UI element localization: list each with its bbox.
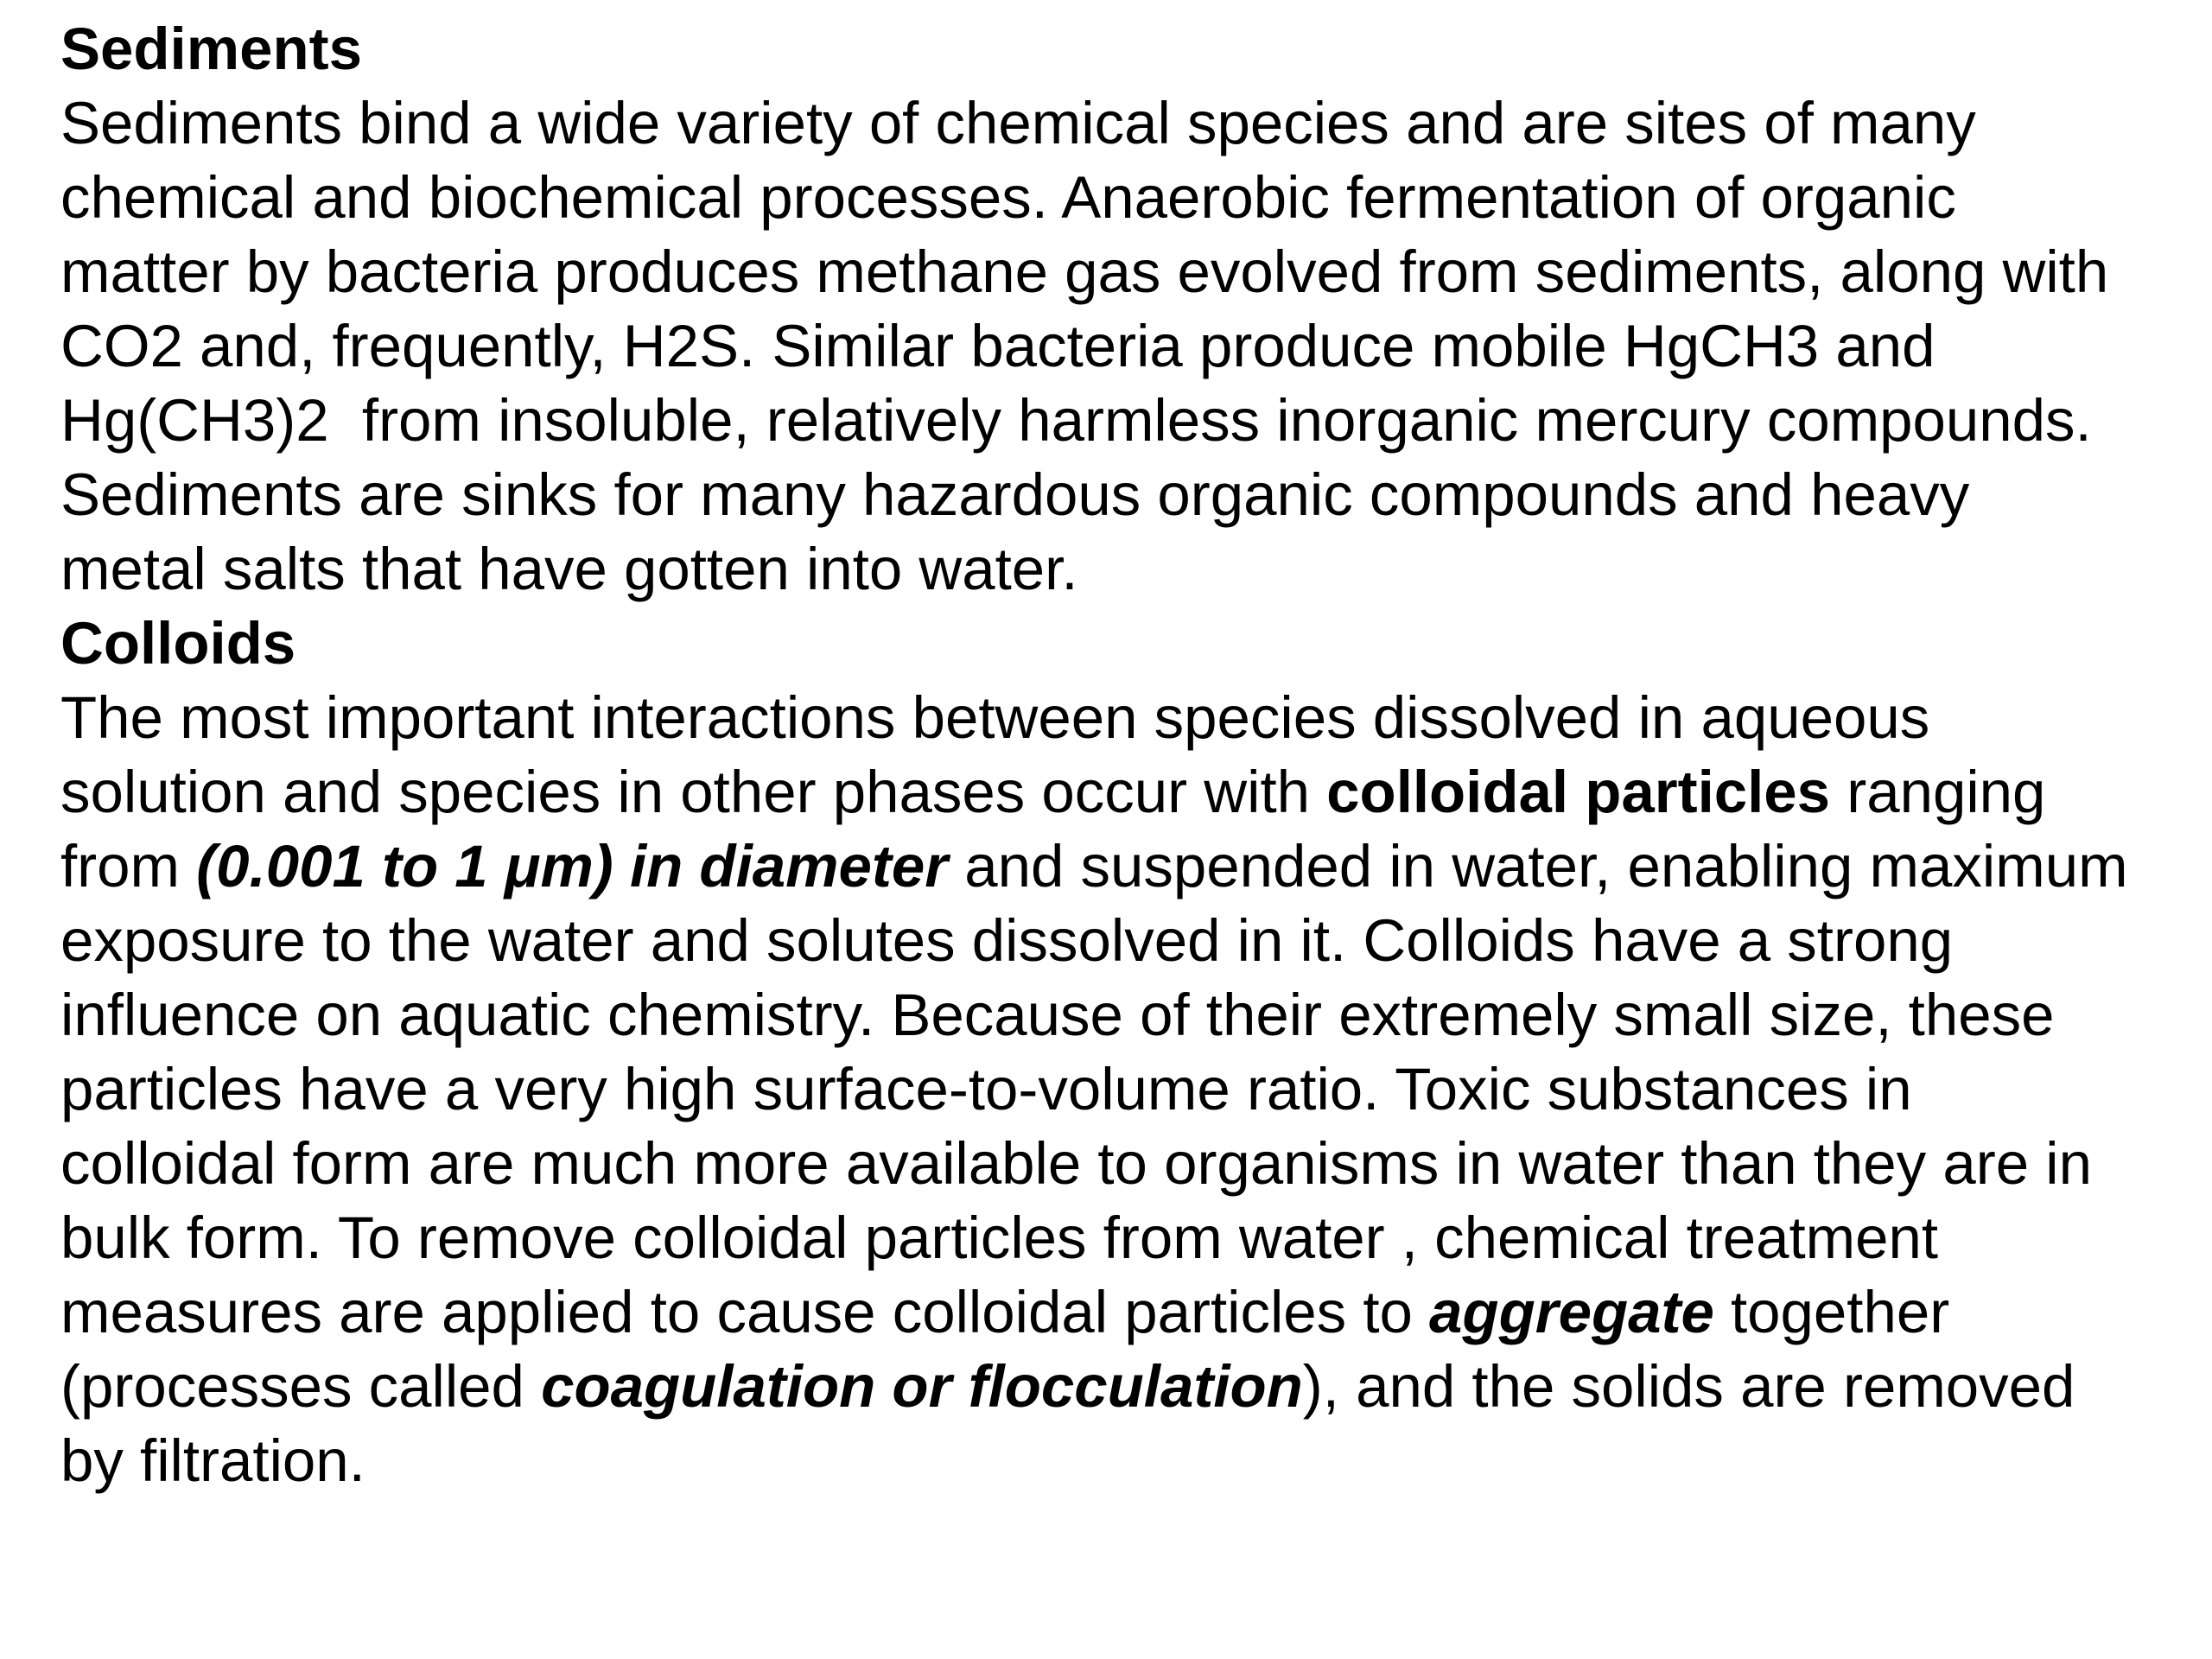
colloids-line — [60, 755, 2208, 830]
document-page — [60, 12, 2208, 1498]
sediments-line: metal salts that have gotten into water. — [60, 536, 1078, 602]
text-run: together — [1713, 1279, 1950, 1345]
colloids-line — [60, 1350, 2208, 1424]
text-run: ), and the solids are removed — [1302, 1353, 2075, 1420]
sediments-line: Hg(CH3)2 from insoluble, relatively harmless inorganic mercury compounds. — [60, 387, 2092, 454]
text-run: from — [60, 833, 197, 899]
colloids-paragraph — [60, 681, 2208, 1498]
colloids-heading: Colloids — [60, 610, 296, 677]
emphasis-colloidal-particles: colloidal particles — [1326, 759, 1831, 825]
text-run: ranging — [1830, 759, 2046, 825]
colloids-line: colloidal form are much more available to organisms in water than they are in — [60, 1130, 2092, 1197]
sediments-line: Sediments are sinks for many hazardous organic compounds and heavy — [60, 461, 1970, 528]
colloids-line: The most important interactions between species dissolved in aqueous — [60, 684, 1930, 751]
sediments-line: matter by bacteria produces methane gas evolved from sediments, along with — [60, 238, 2109, 305]
colloids-line: bulk form. To remove colloidal particles from water , chemical treatment — [60, 1205, 1939, 1271]
text-run: (processes called — [60, 1353, 542, 1420]
colloids-line: by filtration. — [60, 1427, 365, 1494]
sediments-paragraph — [60, 86, 2208, 607]
emphasis-diameter-range: (0.001 to 1 μm) in diameter — [196, 833, 949, 899]
colloids-line — [60, 1275, 2208, 1350]
sediments-line: chemical and biochemical processes. Anaerobic fermentation of organic — [60, 164, 1956, 231]
sediments-line: Sediments bind a wide variety of chemical species and are sites of many — [60, 90, 1976, 156]
sediments-heading: Sediments — [60, 16, 362, 82]
colloids-line — [60, 830, 2208, 904]
emphasis-aggregate: aggregate — [1429, 1279, 1714, 1345]
text-run: measures are applied to cause colloidal particles to — [60, 1279, 1430, 1345]
sediments-line: CO2 and, frequently, H2S. Similar bacteria produce mobile HgCH3 and — [60, 313, 1936, 379]
colloids-line: particles have a very high surface-to-volume ratio. Toxic substances in — [60, 1056, 1912, 1122]
emphasis-coagulation: coagulation or flocculation — [541, 1353, 1303, 1420]
text-run: solution and species in other phases occur with — [60, 759, 1327, 825]
colloids-line: influence on aquatic chemistry. Because of their extremely small size, these — [60, 982, 2055, 1048]
text-run: and suspended in water, enabling maximum — [948, 833, 2128, 899]
colloids-line: exposure to the water and solutes dissolved in it. Colloids have a strong — [60, 907, 1954, 974]
